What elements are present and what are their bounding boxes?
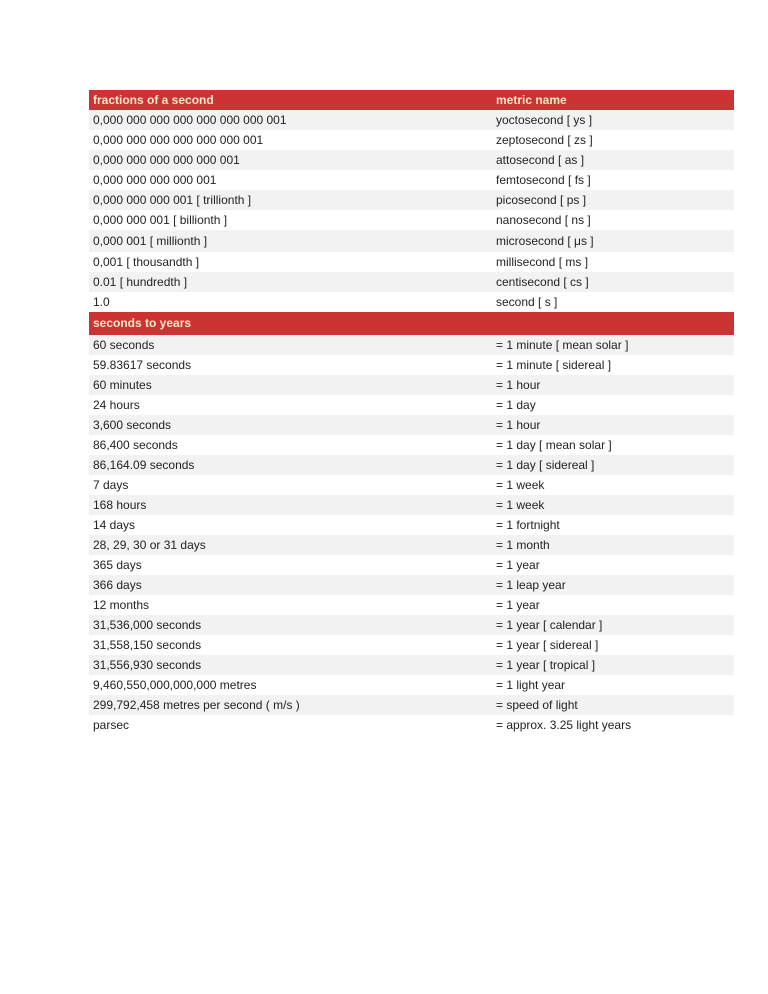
table-row (89, 335, 734, 355)
duration-equals: = 1 month (496, 538, 550, 552)
duration-value: 14 days (93, 518, 136, 532)
duration-equals: = 1 week (496, 478, 545, 492)
metric-name-header: metric name (496, 93, 567, 107)
table-row (89, 355, 734, 375)
duration-equals: = 1 minute [ mean solar ] (496, 338, 629, 352)
table-row (89, 170, 734, 190)
duration-equals: = 1 hour (496, 418, 541, 432)
duration-value: 60 seconds (93, 338, 155, 352)
table-row (89, 150, 734, 170)
table-row (89, 475, 734, 495)
table-row (89, 252, 734, 272)
duration-value: 299,792,458 metres per second ( m/s ) (93, 698, 300, 712)
table-row (89, 495, 734, 515)
table-row (89, 715, 734, 735)
fraction-value: 0,000 000 000 000 000 000 001 (93, 133, 264, 147)
fraction-value: 0,000 000 000 000 000 001 (93, 153, 240, 167)
fraction-value: 0,000 000 000 000 000 000 000 001 (93, 113, 287, 127)
duration-value: parsec (93, 718, 130, 732)
metric-name: nanosecond [ ns ] (496, 213, 591, 227)
metric-name: picosecond [ ps ] (496, 193, 587, 207)
duration-value: 28, 29, 30 or 31 days (93, 538, 206, 552)
metric-name: millisecond [ ms ] (496, 255, 589, 269)
seconds-to-years-header-row (89, 312, 734, 335)
table-row (89, 395, 734, 415)
duration-value: 365 days (93, 558, 142, 572)
table-row (89, 635, 734, 655)
table-row (89, 415, 734, 435)
fraction-value: 0,000 000 001 [ billionth ] (93, 213, 228, 227)
table-row (89, 515, 734, 535)
duration-value: 168 hours (93, 498, 147, 512)
metric-name: femtosecond [ fs ] (496, 173, 591, 187)
duration-equals: = 1 leap year (496, 578, 566, 592)
fraction-value: 0,000 001 [ millionth ] (93, 234, 208, 248)
duration-value: 86,164.09 seconds (93, 458, 195, 472)
table-row (89, 110, 734, 130)
duration-value: 86,400 seconds (93, 438, 178, 452)
duration-value: 59.83617 seconds (93, 358, 192, 372)
fraction-value: 0,001 [ thousandth ] (93, 255, 200, 269)
duration-equals: = 1 minute [ sidereal ] (496, 358, 612, 372)
table-row (89, 230, 734, 252)
table-row (89, 575, 734, 595)
duration-value: 366 days (93, 578, 142, 592)
fraction-value: 0,000 000 000 000 001 (93, 173, 217, 187)
table-row (89, 555, 734, 575)
duration-equals: = 1 light year (496, 678, 566, 692)
metric-name: microsecond [ μs ] (496, 234, 594, 248)
table-row (89, 210, 734, 230)
metric-name: zeptosecond [ zs ] (496, 133, 593, 147)
table-row (89, 272, 734, 292)
table-row (89, 535, 734, 555)
table-row (89, 655, 734, 675)
duration-equals: = 1 year [ calendar ] (496, 618, 603, 632)
table-row (89, 375, 734, 395)
duration-equals: = 1 day [ sidereal ] (496, 458, 595, 472)
fraction-value: 0.01 [ hundredth ] (93, 275, 188, 289)
duration-equals: = 1 year (496, 598, 540, 612)
duration-value: 24 hours (93, 398, 140, 412)
seconds-to-years-header: seconds to years (93, 316, 192, 330)
duration-equals: = 1 year [ tropical ] (496, 658, 596, 672)
fraction-value: 1.0 (93, 295, 110, 309)
metric-name: centisecond [ cs ] (496, 275, 589, 289)
duration-value: 12 months (93, 598, 150, 612)
duration-value: 31,536,000 seconds (93, 618, 202, 632)
duration-equals: = approx. 3.25 light years (496, 718, 632, 732)
duration-equals: = 1 fortnight (496, 518, 560, 532)
table-row (89, 435, 734, 455)
duration-value: 3,600 seconds (93, 418, 172, 432)
table-row (89, 190, 734, 210)
table-row (89, 675, 734, 695)
duration-equals: = 1 week (496, 498, 545, 512)
table-row (89, 695, 734, 715)
table-row (89, 292, 734, 312)
duration-value: 31,556,930 seconds (93, 658, 202, 672)
time-units-table (89, 90, 734, 735)
metric-name: attosecond [ as ] (496, 153, 585, 167)
fractions-header: fractions of a second (93, 93, 214, 107)
duration-equals: = speed of light (496, 698, 578, 712)
table-row (89, 595, 734, 615)
metric-name: second [ s ] (496, 295, 558, 309)
table-row (89, 615, 734, 635)
fractions-header-row (89, 90, 734, 110)
duration-value: 9,460,550,000,000,000 metres (93, 678, 257, 692)
duration-equals: = 1 year (496, 558, 540, 572)
table-row (89, 455, 734, 475)
metric-name: yoctosecond [ ys ] (496, 113, 593, 127)
duration-value: 7 days (93, 478, 129, 492)
duration-value: 60 minutes (93, 378, 152, 392)
duration-equals: = 1 day (496, 398, 536, 412)
duration-equals: = 1 day [ mean solar ] (496, 438, 612, 452)
table-row (89, 130, 734, 150)
duration-equals: = 1 year [ sidereal ] (496, 638, 599, 652)
fraction-value: 0,000 000 000 001 [ trillionth ] (93, 193, 252, 207)
duration-value: 31,558,150 seconds (93, 638, 202, 652)
duration-equals: = 1 hour (496, 378, 541, 392)
